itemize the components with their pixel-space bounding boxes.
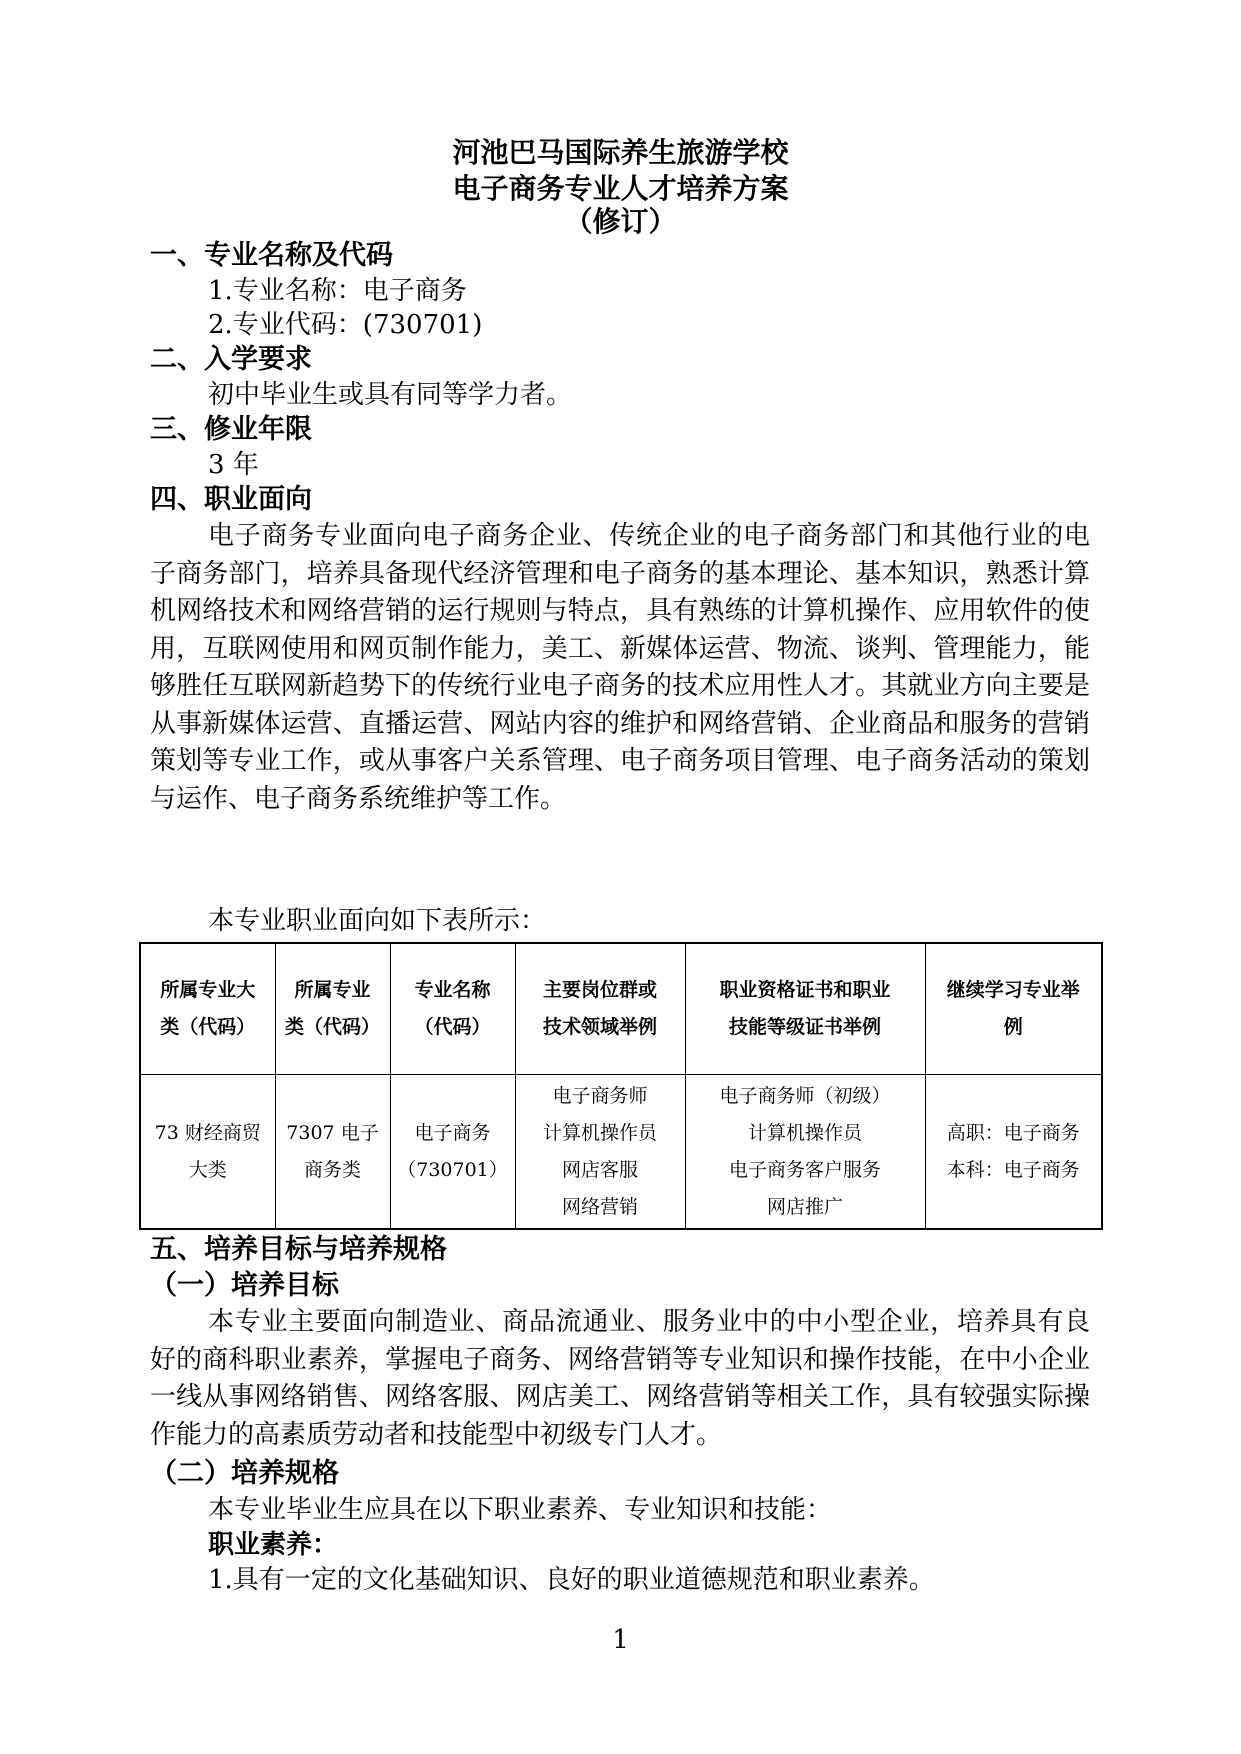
- study-duration: 3 年: [208, 450, 259, 480]
- cell-further-study: 高职：电子商务 本科：电子商务: [925, 1075, 1102, 1230]
- table-row: [140, 1075, 1102, 1230]
- plan-title: 电子商务专业人才培养方案: [452, 172, 789, 205]
- header-category: 所属专业大 类（代码）: [140, 943, 275, 1075]
- training-goal-paragraph: 本专业主要面向制造业、商品流通业、服务业中的中小型企业，培养具有良好的商科职业素养，掌握电子商务、网络营销等专业知识和操作技能，在中小企业一线从事网络销售、网络客服、网店美工、网络营销等相关工作，具有较强实际操作能力的高素质劳动者和技能型中初级专门人才。: [150, 1307, 1090, 1450]
- career-orientation-paragraph: 电子商务专业面向电子商务企业、传统企业的电子商务部门和其他行业的电子商务部门，培养具备现代经济管理和电子商务的基本理论、基本知识，熟悉计算机网络技术和网络营销的运行规则与特点，具有熟练的计算机操作、应用软件的使用，互联网使用和网页制作能力，美工、新媒体运营、物流、谈判、管理能力，能够胜任互联网新趋势下的传统行业电子商务的技术应用性人才。其就业方向主要是从事新媒体运营、直播运营、网站内容的维护和网络营销、企业商品和服务的营销策划等专业工作，或从事客户关系管理、电子商务项目管理、电子商务活动的策划与运作、电子商务系统维护等工作。: [150, 521, 1090, 814]
- header-major-name: 专业名称 （代码）: [390, 943, 515, 1075]
- subsection-goal-heading: （一）培养目标: [150, 1270, 339, 1301]
- subsection-spec-heading: （二）培养规格: [150, 1458, 339, 1489]
- revision-label: （修订）: [564, 205, 677, 238]
- header-subcategory: 所属专业 类（代码）: [275, 943, 390, 1075]
- school-title: 河池巴马国际养生旅游学校: [452, 136, 789, 169]
- section-3-heading: 三、修业年限: [150, 414, 312, 445]
- header-further-study: 继续学习专业举 例: [925, 943, 1102, 1075]
- section-5-heading: 五、培养目标与培养规格: [150, 1234, 447, 1265]
- header-job-groups: 主要岗位群或 技术领域举例: [515, 943, 685, 1075]
- table-intro: 本专业职业面向如下表所示：: [208, 906, 547, 936]
- quality-item-1: 1.具有一定的文化基础知识、良好的职业道德规范和职业素养。: [208, 1565, 935, 1595]
- header-certificates: 职业资格证书和职业 技能等级证书举例: [685, 943, 925, 1075]
- quality-heading: 职业素养：: [208, 1530, 339, 1560]
- career-orientation-table: [139, 942, 1103, 1230]
- admission-requirement: 初中毕业生或具有同等学力者。: [208, 380, 573, 410]
- section-2-heading: 二、入学要求: [150, 344, 312, 375]
- section-1-heading: 一、专业名称及代码: [150, 240, 393, 271]
- table-header-row: [140, 943, 1102, 1075]
- cell-major-name: 电子商务 （730701）: [390, 1075, 515, 1230]
- cell-subcategory: 7307 电子 商务类: [275, 1075, 390, 1230]
- section-4-heading: 四、职业面向: [150, 484, 312, 515]
- cell-category: 73 财经商贸 大类: [140, 1075, 275, 1230]
- cell-certificates: 电子商务师（初级） 计算机操作员 电子商务客户服务 网店推广: [685, 1075, 925, 1230]
- major-code: 2.专业代码：(730701): [208, 310, 483, 340]
- page-number: 1: [612, 1625, 629, 1655]
- spec-intro: 本专业毕业生应具在以下职业素养、专业知识和技能：: [208, 1495, 833, 1525]
- major-name: 1.专业名称：电子商务: [208, 276, 467, 306]
- cell-job-groups: 电子商务师 计算机操作员 网店客服 网络营销: [515, 1075, 685, 1230]
